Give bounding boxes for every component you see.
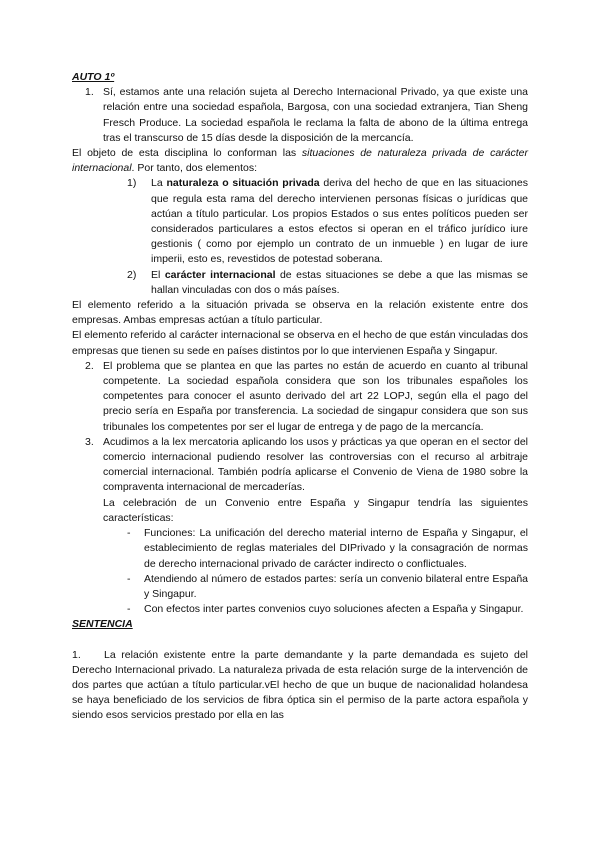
list-number: 2. [85, 359, 94, 372]
dash-bullet: - [127, 527, 131, 540]
sentencia-answer-1 [72, 648, 528, 724]
answer-text: Sí, estamos ante una relación sujeta al Derecho Internacional Privado, ya que existe una relación entre una sociedad española, Bargosa, con una sociedad extranjera, Tian Sheng Fresch Produce. La sociedad española le reclama la falta de abono de la última entrega tras el transcurso de 15 días desde la disposición de la mercancía. [103, 86, 528, 144]
list-number: 3. [85, 435, 94, 448]
list-number: 2) [127, 268, 137, 281]
list-number: 1. [72, 648, 81, 661]
feature-item: - Funciones: La unificación del derecho material interno de España y Singapur, el establecimiento de reglas materiales del DIPrivado y la consagración de normas de derecho internacional privado de carácter indirecto o conflictuales. [127, 527, 528, 570]
feature-item: - Atendiendo al número de estados partes: sería un convenio bilateral entre España y Singapur. [127, 572, 528, 600]
auto-answer-2 [72, 359, 528, 435]
element-term: naturaleza o situación privada [166, 177, 320, 190]
list-number: 1) [127, 177, 137, 190]
internacional-paragraph: El elemento referido al carácter internacional se observa en el hecho de que están vinculadas dos empresas que tienen su sede en países distintos por lo que intervienen España y Singapur. [72, 329, 528, 357]
auto-answer-3 [72, 435, 528, 496]
element-term: carácter internacional [164, 268, 276, 281]
objeto-italic: situaciones de naturaleza privada de carácter internacional [72, 147, 528, 175]
answer-text: La relación existente entre la parte demandante y la parte demandada es sujeto del Derecho Internacional privado. La naturaleza privada de esta relación surge de la intervención de dos partes que actúan a título particular.vEl hecho de que un buque de nacionalidad holandesa se haya beneficiado de los servicios de fibra óptica sin el permiso de la parte actora española y siendo esos servicios prestado por ella en las [72, 648, 528, 722]
answer-text: Acudimos a la lex mercatoria aplicando los usos y prácticas ya que operan en el sector del comercio internacional pudiendo resolver las controversias con el recurso al arbitraje comercial internacional. También podría aplicarse el Convenio de Viena de 1980 sobre la compraventa internacional de mercaderías. [103, 435, 528, 494]
feature-item: - Con efectos inter partes convenios cuyo soluciones afecten a España y Singapur. [72, 602, 528, 617]
answer-text: El problema que se plantea en que las partes no están de acuerdo en cuanto al tribunal competente. La sociedad española considera que son los tribunales españoles los competentes para conocer el asunto derivado del art 22 LOPJ, según ella el pago del precio sería en España por transferencia. La sociedad de singapur considera que son sus tribunales los competentes por ser el lugar de entrega y de pago de la mercancía. [103, 359, 528, 433]
list-number: 1. [85, 86, 94, 99]
element-item-privada: 1) La naturaleza o situación privada deriva del hecho de que en las situaciones que regula esta rama del derecho intervienen personas físicas o jurídicas que actúan a título particular. Los propios Estados o sus entes políticos pueden ser considerados particulares a estos efectos si operan en el tráfico jurídico iure gestionis ( como por ejemplo un contrato de un inmueble ) en lugar de iure imperii, esto es, revestidos de potestad soberana. [127, 177, 528, 266]
auto-heading: AUTO 1º [72, 71, 115, 83]
convenio-paragraph: La celebración de un Convenio entre España y Singapur tendría las siguientes características: [103, 496, 528, 524]
objeto-paragraph: El objeto de esta disciplina lo conforman las situaciones de naturaleza privada de carácter internacional. Por tanto, dos elementos: [72, 147, 528, 175]
privada-paragraph: El elemento referido a la situación privada se observa en la relación existente entre dos empresas. Ambas empresas actúan a título particular. [72, 299, 528, 327]
sentencia-heading: SENTENCIA [72, 618, 133, 631]
element-item-internacional: 2) El carácter internacional de estas situaciones se debe a que las mismas se hallan vinculadas con dos o más países. [127, 268, 528, 296]
dash-bullet: - [127, 603, 131, 616]
auto-answer-1 [72, 85, 528, 146]
dash-bullet: - [127, 572, 131, 585]
document-body [72, 70, 528, 724]
blank-line [72, 633, 528, 648]
